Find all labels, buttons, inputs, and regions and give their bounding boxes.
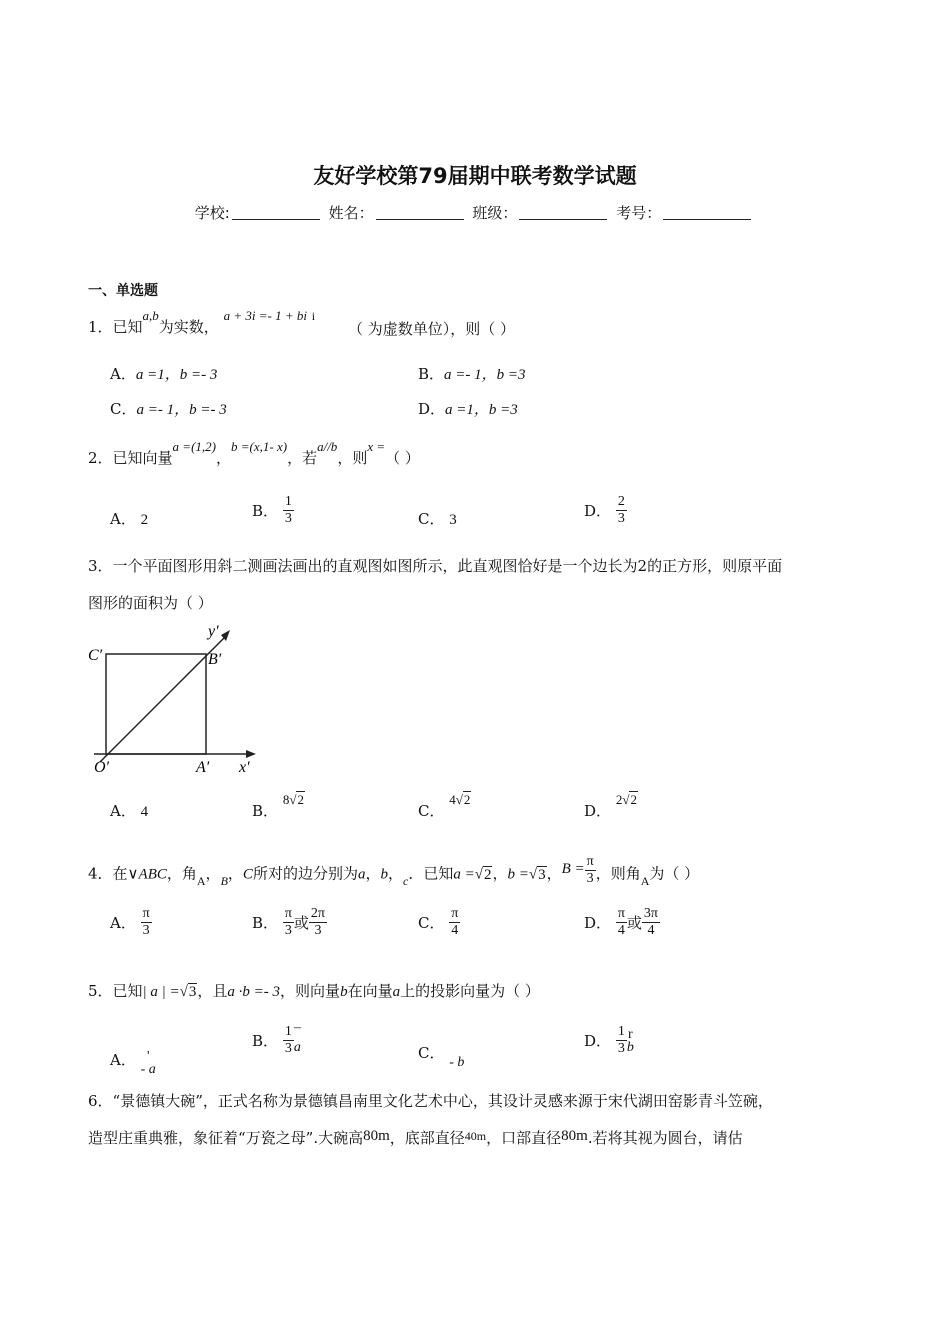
q4-b-fraction	[585, 854, 596, 887]
q2-x-eq: x =	[367, 439, 386, 454]
denominator: 3	[586, 871, 594, 886]
option-label: B．	[252, 914, 279, 932]
q4-angle-a: A	[196, 873, 206, 888]
q4-side-a: a	[357, 866, 366, 883]
q1-option-a[interactable]	[110, 363, 217, 384]
option-label: D．	[584, 802, 612, 820]
option-text: a =- 1，b =- 3	[136, 402, 227, 418]
q4-text-b: 所对的边分别为	[252, 864, 358, 883]
option-label: C．	[110, 400, 137, 418]
numerator: 2π	[310, 906, 325, 921]
option-label: D．	[418, 400, 446, 418]
q3-option-c[interactable]	[418, 792, 471, 821]
q4-side-b: b	[380, 866, 388, 883]
option-text: - b	[449, 1055, 465, 1070]
q6-bottom-diameter: 40m	[464, 1129, 487, 1143]
q5-b: b	[340, 984, 348, 1000]
q6-text-a: 造型庄重典雅，象征着“万瓷之母”.大碗高	[88, 1129, 364, 1147]
q2-vec-a: a =(1,2)	[172, 439, 216, 454]
q6-line-1: 6．“景德镇大碗”，正式名称为景德镇昌南里文化艺术中心，其设计灵感来源于宋代湖田窑影青斗笠碗，	[88, 1092, 773, 1110]
vector-mark: '	[146, 1049, 150, 1064]
fraction	[283, 1024, 294, 1057]
option-label: A．	[110, 365, 136, 383]
q5-option-c[interactable]	[418, 1042, 465, 1070]
school-label: 学校:	[194, 204, 230, 222]
q4-sep-4: ，	[387, 864, 403, 883]
q5-option-b[interactable]	[252, 1024, 301, 1057]
q4-text-a: ，角	[166, 864, 197, 883]
q4-option-a[interactable]	[110, 906, 152, 939]
radicand: 2	[463, 792, 471, 807]
radicand: 2	[483, 866, 492, 883]
q4-b-eq: b =	[507, 866, 529, 883]
numerator: π	[451, 906, 459, 921]
option-label: C．	[418, 802, 445, 820]
q4-sep-1: ，	[205, 864, 221, 883]
denominator: 3	[617, 511, 625, 526]
vector-expr	[294, 1028, 301, 1054]
name-blank[interactable]	[376, 205, 464, 220]
option-label: B．	[252, 1032, 279, 1050]
q5-radical: √3	[179, 984, 197, 1000]
q4-b-radical: √3	[528, 866, 546, 883]
numerator: 1	[284, 494, 292, 509]
option-text: 3	[449, 512, 457, 528]
vector-expr	[141, 1050, 156, 1076]
q4-a-eq: a =	[453, 866, 475, 883]
q3-line-1: 3．一个平面图形用斜二测画法画出的直观图如图所示，此直观图恰好是一个边长为2的正方形，则原平面	[88, 557, 783, 575]
q5-text-b: ，则向量	[280, 982, 341, 1000]
or-text: 或	[626, 914, 642, 932]
option-label: A．	[110, 802, 136, 820]
name-label: 姓名：	[328, 204, 374, 222]
question-5	[88, 980, 540, 1001]
label-x: x′	[239, 759, 250, 774]
q1-tail: （ 为虚数单位），则（ ）	[348, 320, 516, 338]
denominator: 4	[451, 923, 459, 938]
numerator: 2	[617, 494, 625, 509]
q1-number: 1．已知	[88, 318, 143, 336]
label-c: C′	[88, 647, 103, 664]
exam-no-blank[interactable]	[663, 205, 751, 220]
vector-var: a	[293, 1039, 301, 1055]
q5-text-d: 上的投影向量为（ ）	[400, 982, 540, 1000]
q1-var-ab: a,b	[142, 308, 159, 323]
q4-angle-c: C	[242, 866, 253, 883]
q2-comma: ，	[215, 449, 231, 467]
q5-a: a	[392, 984, 401, 1000]
coefficient: 4	[449, 792, 456, 807]
q4-sep-5: ，	[492, 864, 508, 883]
q5-abs-a: | a | =	[142, 984, 180, 1000]
numerator: 3π	[643, 906, 658, 921]
x-axis-arrow-icon	[246, 750, 256, 758]
q2-number: 2．已知向量	[88, 449, 173, 467]
q4-option-b[interactable]	[252, 906, 327, 939]
fraction	[616, 1024, 627, 1057]
question-1	[88, 308, 316, 337]
q4-angle-a2: A	[640, 873, 650, 888]
fraction	[283, 906, 294, 939]
q4-sep-3: ，	[365, 864, 381, 883]
q2-option-c[interactable]	[418, 508, 457, 529]
q6-text-d: .若将其视为圆台，请估	[587, 1129, 743, 1147]
radicand: 2	[630, 792, 637, 807]
exam-no-label: 考号：	[616, 204, 662, 222]
q4-triangle: ∨ABC	[127, 866, 167, 883]
q1-text-a: 为实数，	[158, 318, 219, 336]
radicand: 3	[188, 984, 197, 1000]
radicand: 3	[538, 866, 546, 883]
q5-text-a: ，且	[197, 982, 228, 1000]
q2-option-b[interactable]	[252, 494, 294, 527]
radical: 2√2	[615, 792, 637, 807]
q3-option-b[interactable]	[252, 792, 305, 821]
denominator: 3	[284, 1041, 292, 1056]
q3-figure	[86, 622, 266, 774]
q6-text-b: ，底部直径	[389, 1129, 465, 1147]
vector-mark: r	[627, 1026, 633, 1042]
q5-option-d[interactable]	[584, 1024, 634, 1057]
option-label: C．	[418, 1044, 445, 1062]
option-label: D．	[584, 1032, 612, 1050]
vector-var: b	[626, 1039, 634, 1055]
q4-option-d[interactable]	[584, 906, 660, 939]
option-text: a =1，b =- 3	[135, 367, 218, 383]
section-heading: 一、单选题	[88, 283, 158, 299]
label-a: A′	[196, 759, 210, 774]
square	[106, 654, 206, 754]
school-blank[interactable]	[232, 205, 320, 220]
fraction	[616, 906, 627, 939]
q3-option-a[interactable]	[110, 800, 148, 821]
denominator: 4	[647, 923, 655, 938]
class-blank[interactable]	[519, 205, 607, 220]
q2-text-c: （ ）	[385, 449, 420, 467]
question-4	[88, 854, 700, 891]
q6-text-c: ，口部直径	[486, 1129, 562, 1147]
q1-option-d[interactable]	[418, 398, 518, 419]
q4-big-b-eq: B =	[561, 860, 585, 877]
label-o: O′	[94, 759, 110, 774]
fraction	[141, 906, 152, 939]
q4-number: 4．在	[88, 864, 128, 883]
numerator: π	[284, 906, 292, 921]
denominator: 3	[284, 923, 292, 938]
q4-a-radical: √2	[474, 866, 492, 883]
q1-var-i: i	[311, 309, 316, 323]
option-label: B．	[252, 802, 279, 820]
q1-option-b[interactable]	[418, 363, 526, 384]
denominator: 3	[617, 1041, 625, 1056]
q2-parallel: a//b	[317, 439, 338, 454]
option-label: A．	[110, 914, 136, 932]
numerator: 1	[617, 1024, 625, 1039]
option-text: 2	[140, 512, 149, 528]
label-b: B′	[208, 651, 222, 668]
q5-option-a[interactable]	[110, 1042, 156, 1077]
or-text: 或	[293, 914, 309, 932]
vector-expr	[627, 1028, 634, 1054]
numerator: π	[617, 906, 625, 921]
student-info-line	[0, 202, 950, 223]
q6-height: 80m	[363, 1128, 390, 1144]
q4-sep-6: ，	[546, 864, 562, 883]
q4-side-c: c	[402, 873, 409, 888]
option-label: D．	[584, 502, 612, 520]
denominator: 4	[617, 923, 625, 938]
q2-text-b: ，则	[337, 449, 368, 467]
option-text: 4	[140, 804, 149, 820]
q1-equation: a + 3i =- 1 + bi	[223, 308, 307, 323]
denominator: 3	[284, 511, 292, 526]
class-label: 班级：	[472, 204, 518, 222]
numerator: π	[142, 906, 150, 921]
q3-line-2: 图形的面积为（ ）	[88, 594, 213, 612]
q4-angle-b: B	[220, 873, 228, 888]
option-text: - a	[140, 1062, 156, 1077]
fraction	[642, 906, 660, 939]
q5-text-c: 在向量	[347, 982, 393, 1000]
q5-dot: a ·b =- 3	[227, 984, 281, 1000]
page-title: 友好学校第79届期中联考数学试题	[313, 164, 637, 188]
q2-text-a: ，若	[287, 449, 318, 467]
q6-top-diameter: 80m	[561, 1128, 588, 1144]
radical: 4√2	[449, 792, 471, 807]
numerator: π	[586, 854, 594, 869]
q2-option-d[interactable]	[584, 494, 627, 527]
label-y: y′	[208, 623, 219, 640]
q6-line-2	[88, 1127, 743, 1148]
option-label: C．	[418, 914, 445, 932]
fraction	[616, 494, 627, 527]
q4-text-d: ，则角	[595, 864, 641, 883]
denominator: 3	[142, 923, 150, 938]
fraction	[449, 906, 460, 939]
coefficient: 2	[615, 792, 623, 807]
q2-option-a[interactable]	[110, 508, 148, 529]
q4-text-e: 为（ ）	[649, 864, 700, 883]
q4-option-c[interactable]	[418, 906, 460, 939]
q3-option-d[interactable]	[584, 792, 638, 821]
radical: 8√2	[282, 792, 304, 807]
fraction	[283, 494, 294, 527]
option-label: C．	[418, 510, 445, 528]
vector-mark: ¯	[293, 1026, 301, 1042]
option-text: a =- 1，b =3	[444, 367, 526, 383]
numerator: 1	[284, 1024, 292, 1039]
option-label: B．	[418, 365, 445, 383]
option-label: D．	[584, 914, 612, 932]
option-label: B．	[252, 502, 279, 520]
q5-number: 5．已知	[88, 982, 143, 1000]
q4-text-c: ．已知	[408, 864, 454, 883]
option-text: a =1，b =3	[445, 402, 518, 418]
q2-vec-b: b =(x,1- x)	[231, 439, 288, 454]
option-label: A．	[110, 510, 136, 528]
fraction	[309, 906, 327, 939]
question-2	[88, 439, 420, 468]
coefficient: 8	[282, 792, 290, 807]
option-label: A．	[110, 1051, 136, 1069]
q1-option-c[interactable]	[110, 398, 227, 419]
q4-sep-2: ，	[227, 864, 243, 883]
radicand: 2	[297, 792, 304, 807]
denominator: 3	[314, 923, 322, 938]
